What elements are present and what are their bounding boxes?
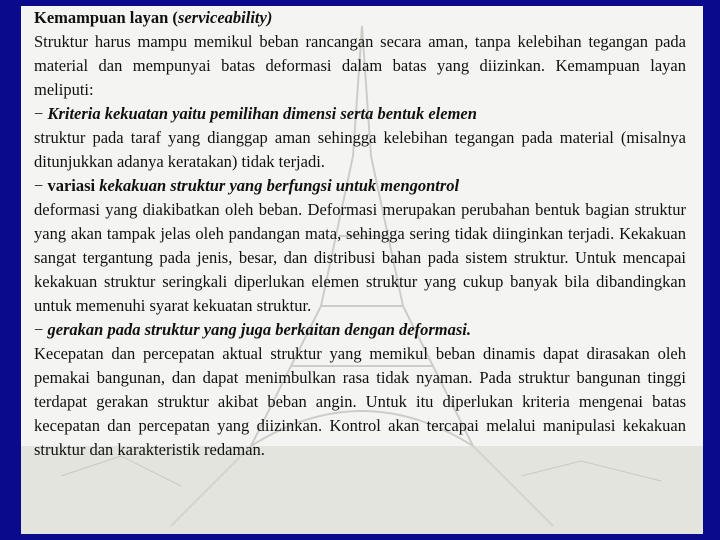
dash-marker: − — [34, 176, 48, 195]
heading-title-italic: serviceability) — [177, 8, 273, 27]
intro-paragraph: Struktur harus mampu memikul beban rancangan secara aman, tanpa kelebihan tegangan pada material dan mempunyai batas deformasi dalam batas yang diizinkan. Kemampuan layan meliputi: — [34, 32, 686, 99]
criterion-title: gerakan pada struktur yang juga berkaitan dengan deformasi. — [47, 320, 471, 339]
dash-marker: − — [34, 320, 48, 339]
criterion-body-strength: struktur pada taraf yang dianggap aman sehingga kelebihan tegangan pada material (misalnya ditunjukkan adanya keratakan) tidak terjadi. — [34, 128, 686, 171]
section-heading — [34, 6, 686, 30]
dash-marker: − — [34, 104, 48, 123]
criterion-heading-motion — [34, 318, 686, 342]
criterion-body-motion: Kecepatan dan percepatan aktual struktur yang memikul beban dinamis dapat dirasakan oleh pemakai bangunan, dan dapat menimbulkan rasa tidak nyaman. Pada struktur bangunan tinggi terdapat gerakan struktur akibat beban angin. Untuk itu diperlukan kriteria mengenai batas kecepatan dan percepatan yang diizinkan. Kontrol akan tercapai melalui manipulasi kekakuan struktur dan karakteristik redaman. — [34, 344, 686, 459]
heading-title: Kemampuan layan ( — [34, 8, 178, 27]
slide — [21, 6, 703, 534]
criterion-heading-stiffness — [34, 174, 686, 198]
criterion-heading-strength — [34, 102, 686, 126]
criterion-title: Kriteria kekuatan yaitu pemilihan dimensi serta bentuk elemen — [47, 104, 477, 123]
criterion-body-stiffness: deformasi yang diakibatkan oleh beban. Deformasi merupakan perubahan bentuk bagian struktur yang akan tampak jelas oleh pandangan mata, sehingga sering tidak diinginkan terjadi. Kekakuan sangat tergantung pada jenis, besar, dan distribusi bahan pada sistem struktur. Untuk mencapai kekakuan struktur seringkali diperlukan elemen struktur yang cukup banyak bila dibandingkan untuk memenuhi syarat kekuatan struktur. — [34, 200, 686, 315]
criterion-prefix: variasi — [47, 176, 100, 195]
text-body — [34, 6, 686, 462]
criterion-title: kekakuan struktur yang berfungsi untuk mengontrol — [99, 176, 460, 195]
